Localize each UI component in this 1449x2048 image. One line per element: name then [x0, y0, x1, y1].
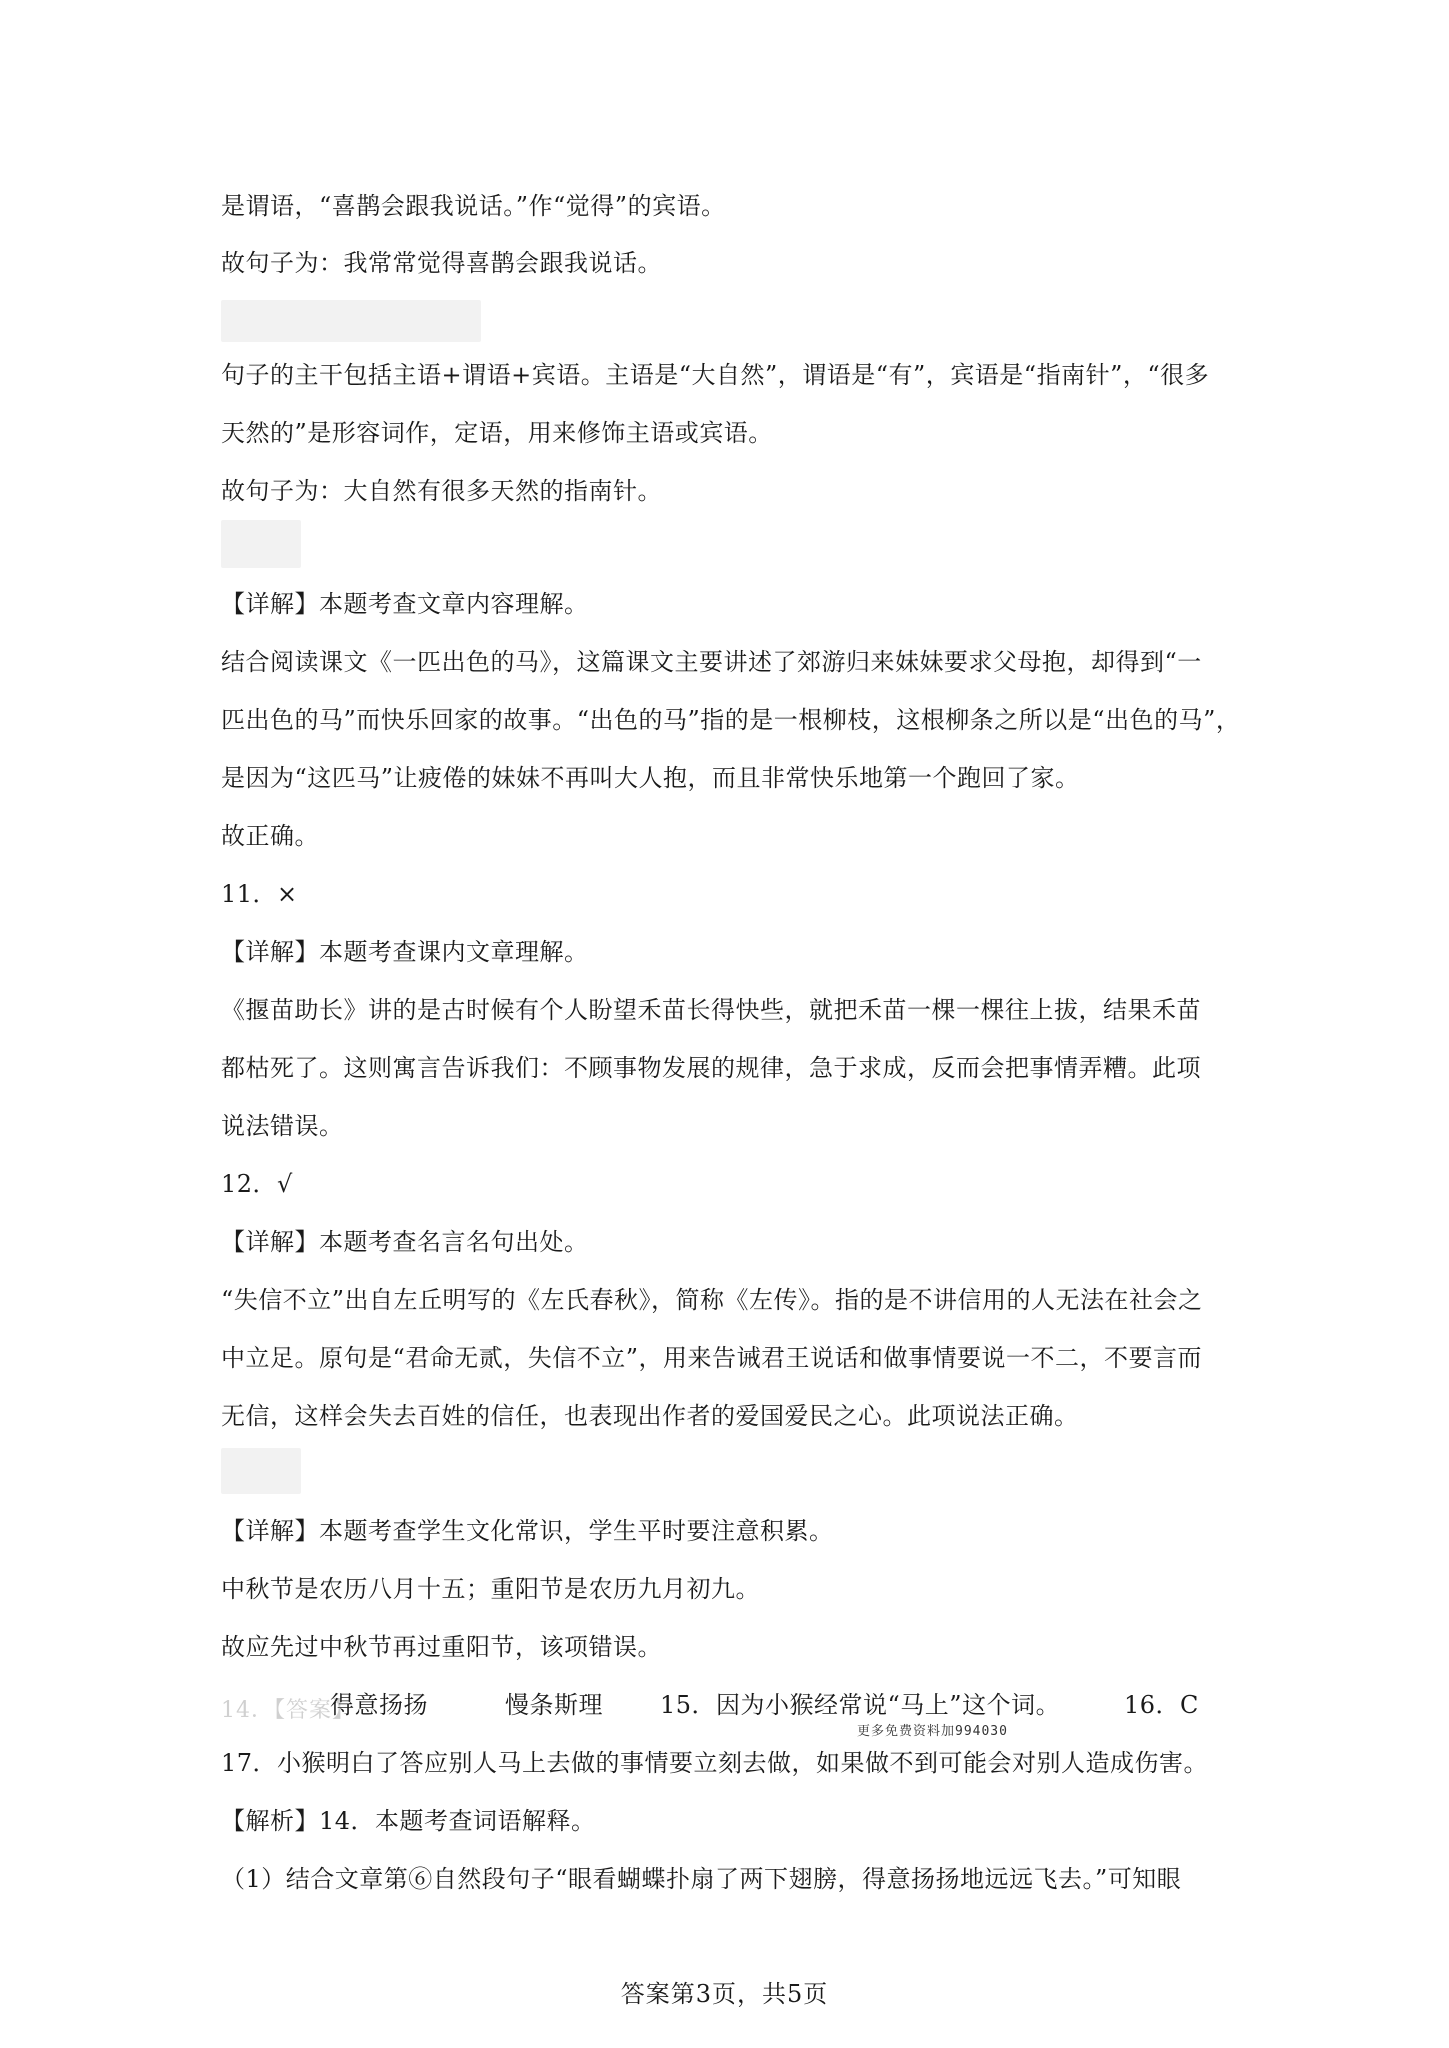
answer-14-word-1: 得意扬扬 — [330, 1691, 428, 1719]
text-line-23: 故应先过中秋节再过重阳节，该项错误。 — [221, 1633, 662, 1661]
text-line-2: 故句子为：我常常觉得喜鹊会跟我说话。 — [221, 249, 662, 277]
text-line-13: 《揠苗助长》讲的是古时候有个人盼望禾苗长得快些，就把禾苗一棵一棵往上拔，结果禾苗 — [221, 996, 1201, 1024]
watermark: 更多免费资料加994030 — [857, 1724, 1008, 1739]
text-line-10: 故正确。 — [221, 822, 319, 850]
text-line-21: 【详解】本题考查学生文化常识，学生平时要注意积累。 — [221, 1517, 834, 1545]
text-line-22: 中秋节是农历八月十五；重阳节是农历九月初九。 — [221, 1575, 760, 1603]
text-line-15: 说法错误。 — [221, 1112, 344, 1140]
obscured-label: 14．【答案】 — [221, 1698, 355, 1723]
text-line-1: 是谓语，“喜鹊会跟我说话。”作“觉得”的宾语。 — [221, 192, 726, 220]
text-line-14: 都枯死了。这则寓言告诉我们：不顾事物发展的规律，急于求成，反而会把事情弄糟。此项 — [221, 1054, 1201, 1082]
text-line-18: “失信不立”出自左丘明写的《左氏春秋》，简称《左传》。指的是不讲信用的人无法在社会之 — [221, 1286, 1203, 1314]
text-line-7: 结合阅读课文《一匹出色的马》，这篇课文主要讲述了郊游归来妹妹要求父母抱，却得到“一 — [221, 648, 1202, 676]
text-line-12: 【详解】本题考查课内文章理解。 — [221, 938, 589, 966]
answer-14-word-2: 慢条斯理 — [505, 1691, 603, 1719]
text-line-19: 中立足。原句是“君命无贰，失信不立”，用来告诫君王说话和做事情要说一不二，不要言而 — [221, 1344, 1203, 1372]
text-line-17: 【详解】本题考查名言名句出处。 — [221, 1228, 589, 1256]
text-line-26: 【解析】14．本题考查词语解释。 — [221, 1807, 596, 1835]
text-line-20: 无信，这样会失去百姓的信任，也表现出作者的爱国爱民之心。此项说法正确。 — [221, 1402, 1079, 1430]
text-line-3: 句子的主干包括主语+谓语+宾语。主语是“大自然”，谓语是“有”，宾语是“指南针”，“很多 — [221, 361, 1210, 389]
text-line-4: 天然的”是形容词作，定语，用来修饰主语或宾语。 — [221, 419, 773, 447]
erased-label — [221, 1448, 301, 1494]
erased-label — [221, 300, 481, 342]
erased-label — [221, 520, 301, 568]
answer-15: 15．因为小猴经常说“马上”这个词。 — [660, 1691, 1061, 1719]
question-12-answer: 12．√ — [221, 1170, 293, 1198]
answer-16: 16．C — [1124, 1691, 1199, 1719]
text-line-9: 是因为“这匹马”让疲倦的妹妹不再叫大人抱，而且非常快乐地第一个跑回了家。 — [221, 764, 1080, 792]
text-line-5: 故句子为：大自然有很多天然的指南针。 — [221, 477, 662, 505]
question-11-answer: 11．× — [221, 880, 298, 908]
text-line-6: 【详解】本题考查文章内容理解。 — [221, 590, 589, 618]
answer-17: 17．小猴明白了答应别人马上去做的事情要立刻去做，如果做不到可能会对别人造成伤害。 — [221, 1749, 1209, 1777]
page-footer: 答案第3页，共5页 — [620, 1980, 829, 2008]
text-line-8: 匹出色的马”而快乐回家的故事。“出色的马”指的是一根柳枝，这根柳条之所以是“出色的马”， — [221, 706, 1241, 734]
text-line-27: （1）结合文章第⑥自然段句子“眼看蝴蝶扑扇了两下翅膀，得意扬扬地远远飞去。”可知眼 — [221, 1865, 1182, 1893]
